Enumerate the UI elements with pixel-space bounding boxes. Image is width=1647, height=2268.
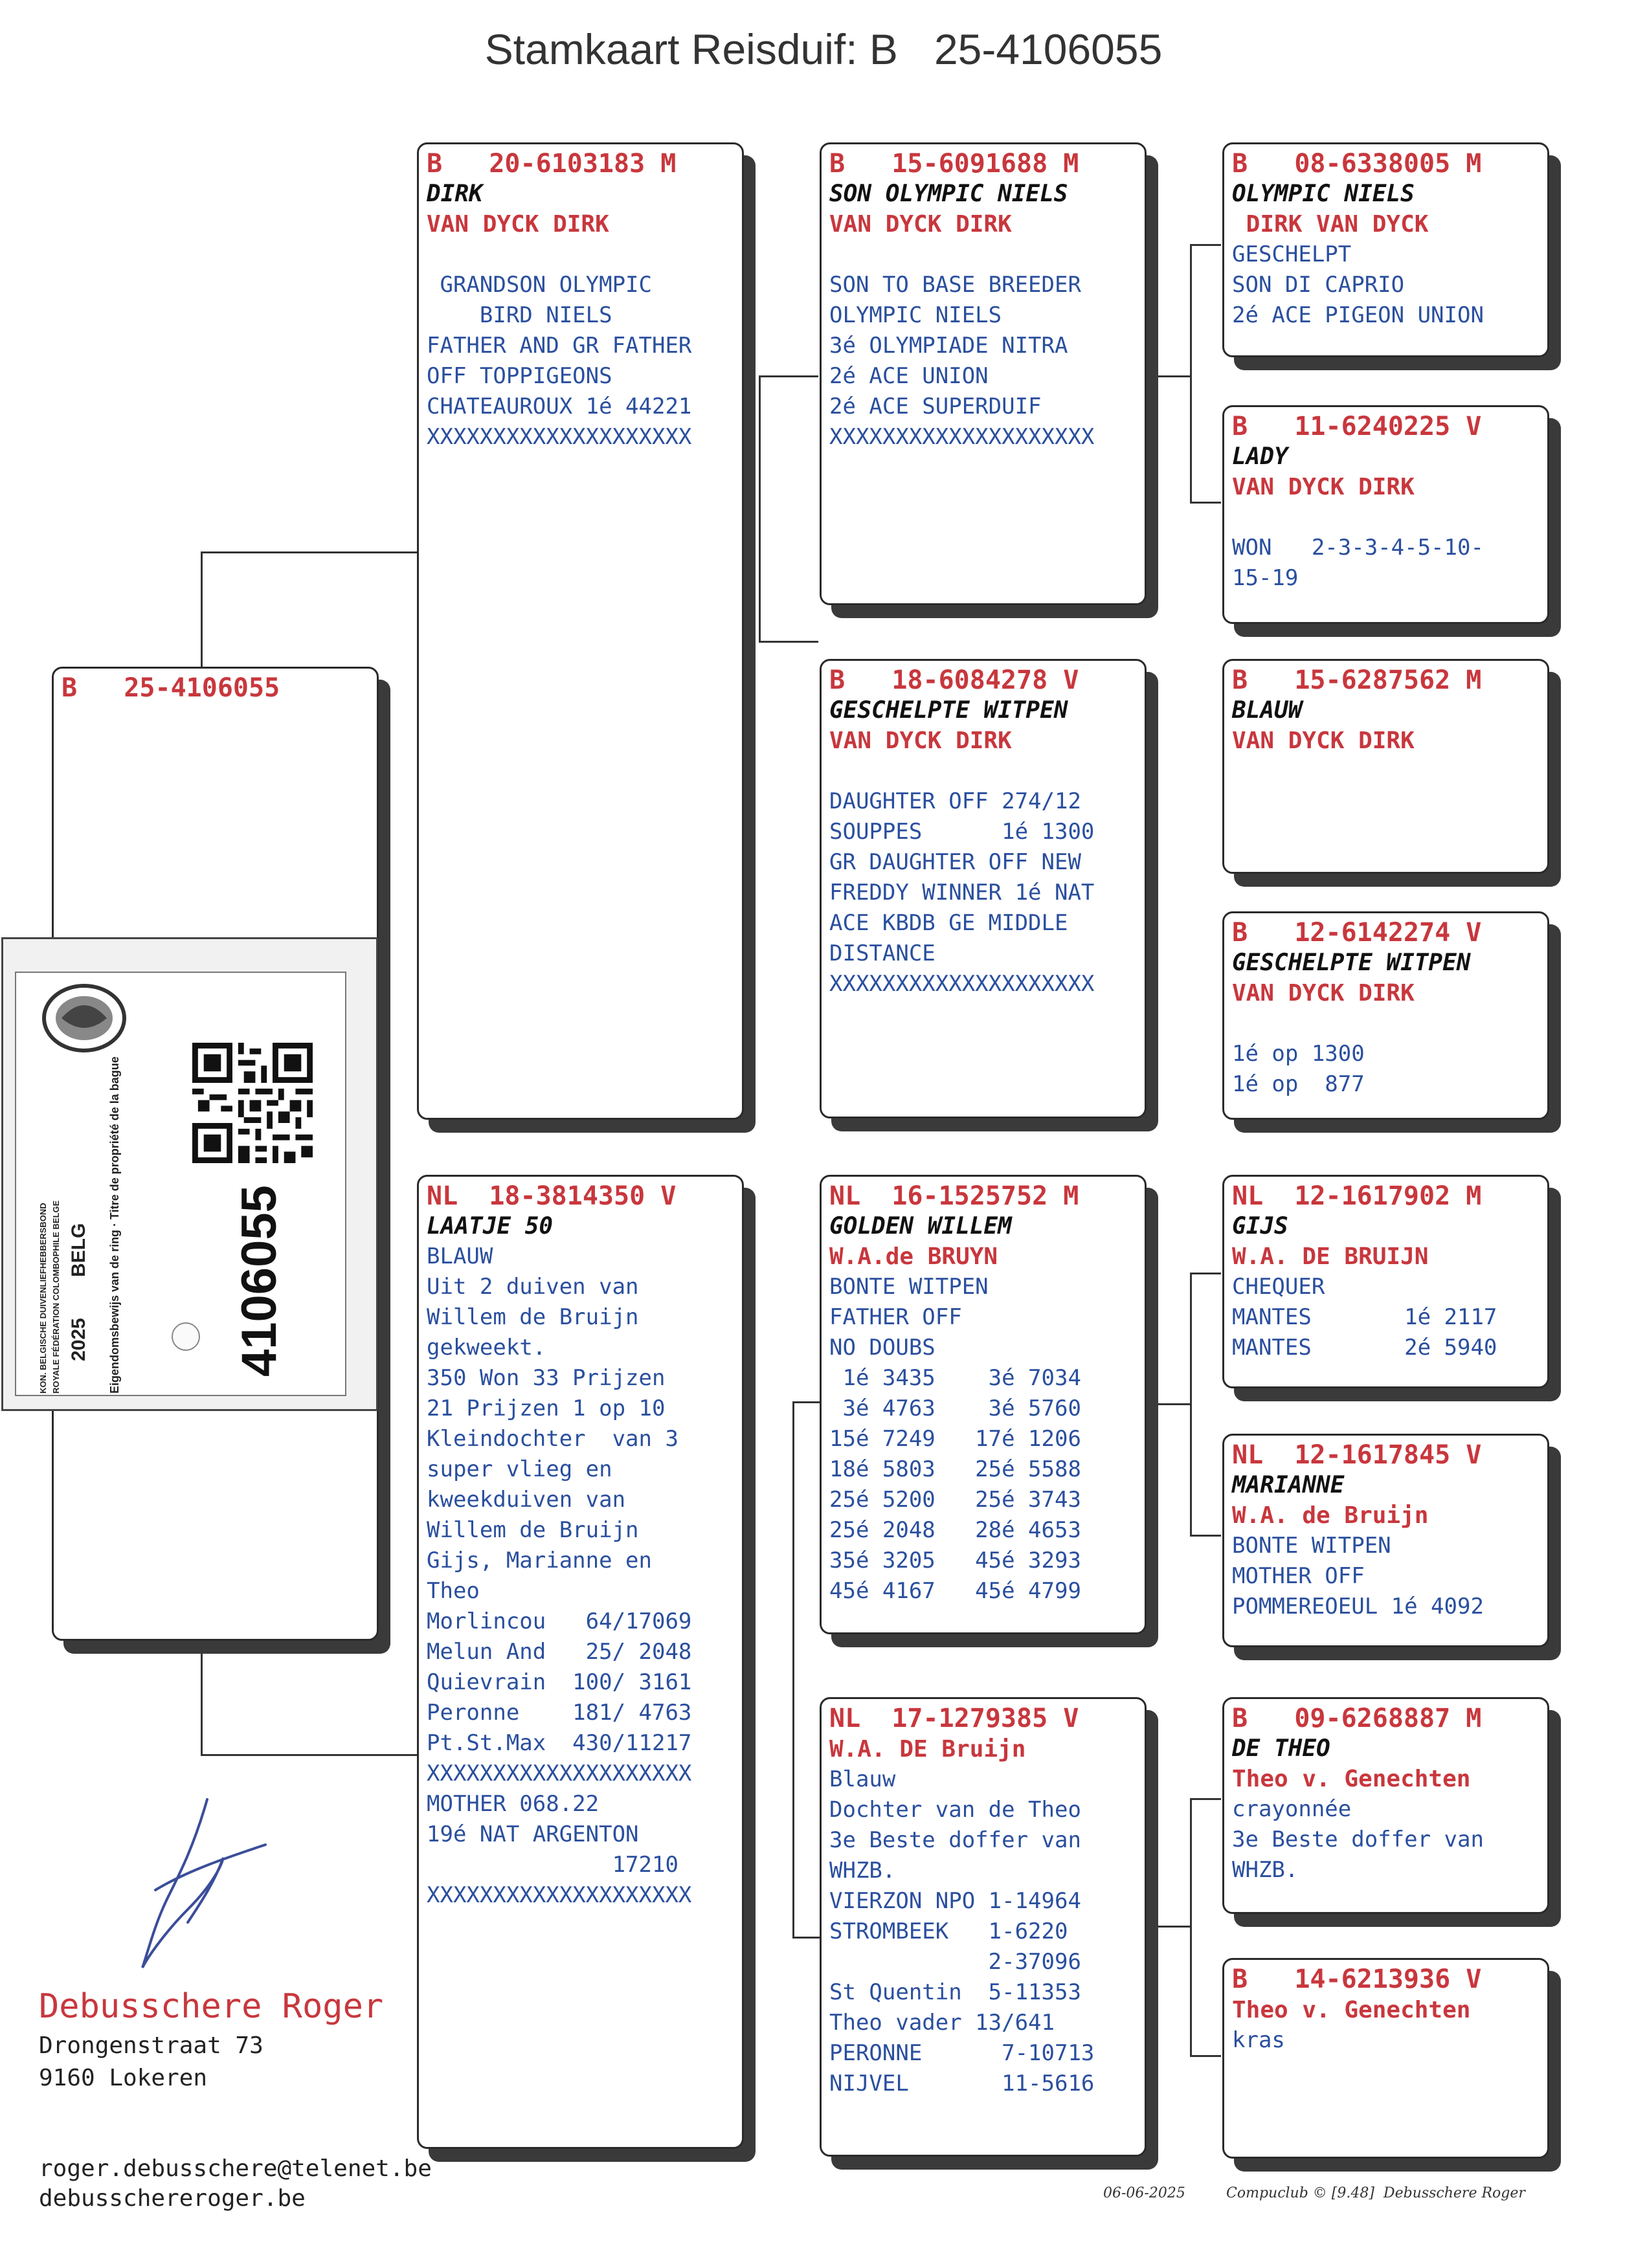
qr-code-icon: [192, 1043, 313, 1163]
ring-tag-federation-nl: KON. BELGISCHE DUIVENLIEFHEBBERSBOND: [38, 1203, 48, 1394]
ring-ownership-tag: [1, 937, 378, 1411]
ring-number: B 18-6084278 V: [829, 665, 1079, 695]
pigeon-info: kras: [1232, 2027, 1285, 2053]
ring-number: B 11-6240225 V: [1232, 412, 1482, 441]
print-date: 06-06-2025: [1103, 2185, 1185, 2201]
pedigree-card-dam-sire: [820, 1175, 1147, 1634]
connector-line: [201, 1638, 203, 1755]
pedigree-card-sire-dam: [820, 659, 1147, 1118]
page-title: Stamkaart Reisduif: B 25-4106055: [484, 25, 1163, 73]
pigeon-owner: VAN DYCK DIRK: [1232, 728, 1415, 754]
pigeon-owner: DIRK VAN DYCK: [1232, 211, 1429, 238]
pedigree-card-dam: [417, 1175, 744, 2149]
pigeon-info: SON TO BASE BREEDER OLYMPIC NIELS 3é OLYMPIADE NITRA 2é ACE UNION 2é ACE SUPERDUIF XXXXXXXXXXXXXXXXXXXX: [829, 272, 1095, 450]
pedigree-card-dds: [1222, 1697, 1549, 1914]
pigeon-name: GIJS: [1232, 1213, 1288, 1240]
connector-line: [792, 1401, 820, 1403]
connector-line: [1190, 2055, 1221, 2057]
connector-line: [201, 551, 203, 670]
pigeon-owner: Theo v. Genechten: [1232, 1997, 1471, 2023]
pigeon-owner: W.A. DE BRUIJN: [1232, 1243, 1429, 1270]
connector-line: [1190, 244, 1192, 503]
breeder-name: Debusschere Roger: [39, 1987, 384, 2026]
pigeon-name: DE THEO: [1232, 1735, 1330, 1762]
federation-logo-icon: [36, 979, 133, 1057]
ring-tag-number: 4106055: [232, 1185, 287, 1377]
pigeon-info: WON 2-3-3-4-5-10- 15-19: [1232, 535, 1484, 591]
pigeon-info: BLAUW Uit 2 duiven van Willem de Bruijn gekweekt. 350 Won 33 Prijzen 21 Prijzen 1 op 10 Kleindochter van 3 super vlieg en kweekduiven van Willem de Bruijn Gijs, Marianne en Theo Morlincou 64/17069 Melun And 25/ 2048 Quievrain 100/ 3161 Peronne 181/ 4763 Pt.St.Max 430/11217 XXXXXXXXXXXXXXXXXXXX MOTHER 068.22 19é NAT ARGENTON 17210 XXXXXXXXXXXXXXXXXXXX: [427, 1243, 692, 1908]
pigeon-name: GESCHELPTE WITPEN: [829, 697, 1068, 724]
ring-number: B 14-6213936 V: [1232, 1964, 1482, 1994]
pigeon-owner: VAN DYCK DIRK: [1232, 474, 1415, 500]
ring-number: NL 12-1617845 V: [1232, 1440, 1482, 1470]
ring-number: B 12-6142274 V: [1232, 918, 1482, 948]
ring-tag-ownership: Eigendomsbewijs van de ring · Titre de propriété de la bague: [108, 1056, 121, 1394]
connector-line: [1190, 1273, 1192, 1537]
connector-line: [201, 1754, 418, 1756]
connector-line: [792, 1401, 794, 1939]
ring-tag-federation-fr: ROYALE FÉDÉRATION COLOMBOPHILE BELGE: [51, 1200, 61, 1394]
pigeon-name: GOLDEN WILLEM: [829, 1213, 1012, 1240]
breeder-street: Drongenstraat 73: [39, 2032, 263, 2059]
pigeon-info: GESCHELPT SON DI CAPRIO 2é ACE PIGEON UNION: [1232, 241, 1484, 328]
pigeon-info: DAUGHTER OFF 274/12 SOUPPES 1é 1300 GR DAUGHTER OFF NEW FREDDY WINNER 1é NAT ACE KBDB GE MIDDLE DISTANCE XXXXXXXXXXXXXXXXXXXX: [829, 788, 1095, 997]
pigeon-name: DIRK: [427, 181, 483, 207]
ring-tag-hole: [172, 1322, 200, 1351]
pigeon-name: MARIANNE: [1232, 1472, 1345, 1498]
pedigree-card-sire-sire: [820, 142, 1147, 605]
ring-number: NL 16-1525752 M: [829, 1181, 1079, 1211]
connector-line: [201, 551, 418, 553]
pigeon-name: OLYMPIC NIELS: [1232, 181, 1415, 207]
breeder-website: debusschereroger.be: [39, 2185, 306, 2212]
pedigree-card-sdd: [1222, 911, 1549, 1120]
pigeon-owner: W.A. DE Bruijn: [829, 1736, 1026, 1762]
connector-line: [1190, 1798, 1221, 1800]
connector-line: [1190, 1798, 1192, 2057]
connector-line: [1190, 1535, 1221, 1537]
connector-line: [1190, 244, 1221, 246]
ring-number: B 09-6268887 M: [1232, 1704, 1482, 1733]
connector-line: [759, 641, 818, 643]
pigeon-name: GESCHELPTE WITPEN: [1232, 950, 1471, 976]
connector-line: [1190, 1273, 1221, 1274]
pedigree-card-ddd: [1222, 1958, 1549, 2159]
pedigree-card-dss: [1222, 1175, 1549, 1388]
pigeon-owner: W.A. de Bruijn: [1232, 1502, 1429, 1529]
ring-number: B 08-6338005 M: [1232, 149, 1482, 179]
pigeon-info: crayonnée 3e Beste doffer van WHZB.: [1232, 1796, 1484, 1883]
pigeon-owner: Theo v. Genechten: [1232, 1766, 1471, 1792]
ring-number: NL 12-1617902 M: [1232, 1181, 1482, 1211]
breeder-city: 9160 Lokeren: [39, 2065, 208, 2091]
ring-number: B 15-6091688 M: [829, 149, 1079, 179]
pigeon-owner: VAN DYCK DIRK: [1232, 980, 1415, 1006]
pedigree-card-sds: [1222, 659, 1549, 874]
software-credit: Compuclub © [9.48] Debusschere Roger: [1226, 2185, 1525, 2201]
pigeon-name: BLAUW: [1232, 697, 1303, 724]
ring-tag-card: [15, 972, 346, 1396]
ring-number: NL 17-1279385 V: [829, 1704, 1079, 1733]
ring-number: B 15-6287562 M: [1232, 665, 1482, 695]
connector-line: [792, 1937, 820, 1939]
pigeon-owner: W.A.de BRUYN: [829, 1243, 998, 1270]
connector-line: [1190, 502, 1221, 504]
pigeon-name: SON OLYMPIC NIELS: [829, 181, 1068, 207]
ring-number: B 20-6103183 M: [427, 149, 677, 179]
ring-tag-country: BELG: [68, 1223, 89, 1277]
pigeon-owner: VAN DYCK DIRK: [427, 211, 609, 238]
pedigree-card-dsd: [1222, 1434, 1549, 1647]
pigeon-info: BONTE WITPEN FATHER OFF NO DOUBS 1é 3435 3é 7034 3é 4763 3é 5760 15é 7249 17é 1206 18é 5803 25é 5588 25é 5200 25é 3743 25é 2048 28é 4653 35é 3205 45é 3293 45é 4167 45é 4799: [829, 1274, 1081, 1604]
pedigree-card-sire: [417, 142, 744, 1120]
breeder-email: roger.debusschere@telenet.be: [39, 2155, 432, 2182]
pigeon-name: LAATJE 50: [427, 1213, 554, 1240]
ring-number: B 25-4106055: [62, 673, 280, 703]
connector-line: [759, 375, 818, 377]
pigeon-info: 1é op 1300 1é op 877: [1232, 1041, 1365, 1097]
pigeon-owner: VAN DYCK DIRK: [829, 728, 1012, 754]
connector-line: [759, 375, 761, 643]
pedigree-card-sss: [1222, 142, 1549, 357]
pedigree-card-ssd: [1222, 405, 1549, 624]
pigeon-info: CHEQUER MANTES 1é 2117 MANTES 2é 5940: [1232, 1274, 1497, 1361]
signature-icon: [110, 1793, 291, 1987]
ring-tag-year: 2025: [68, 1318, 89, 1361]
pigeon-name: LADY: [1232, 443, 1288, 470]
ring-number: NL 18-3814350 V: [427, 1181, 677, 1211]
pedigree-card-dam-dam: [820, 1697, 1147, 2157]
pigeon-owner: VAN DYCK DIRK: [829, 211, 1012, 238]
pigeon-info: BONTE WITPEN MOTHER OFF POMMEREOEUL 1é 4092: [1232, 1533, 1484, 1619]
pigeon-info: Blauw Dochter van de Theo 3e Beste doffer van WHZB. VIERZON NPO 1-14964 STROMBEEK 1-6220 2-37096 St Quentin 5-11353 Theo vader 13/641 PERONNE 7-10713 NIJVEL 11-5616: [829, 1766, 1095, 2096]
pigeon-info: GRANDSON OLYMPIC BIRD NIELS FATHER AND GR FATHER OFF TOPPIGEONS CHATEAUROUX 1é 44221 XXXXXXXXXXXXXXXXXXXX: [427, 272, 692, 450]
